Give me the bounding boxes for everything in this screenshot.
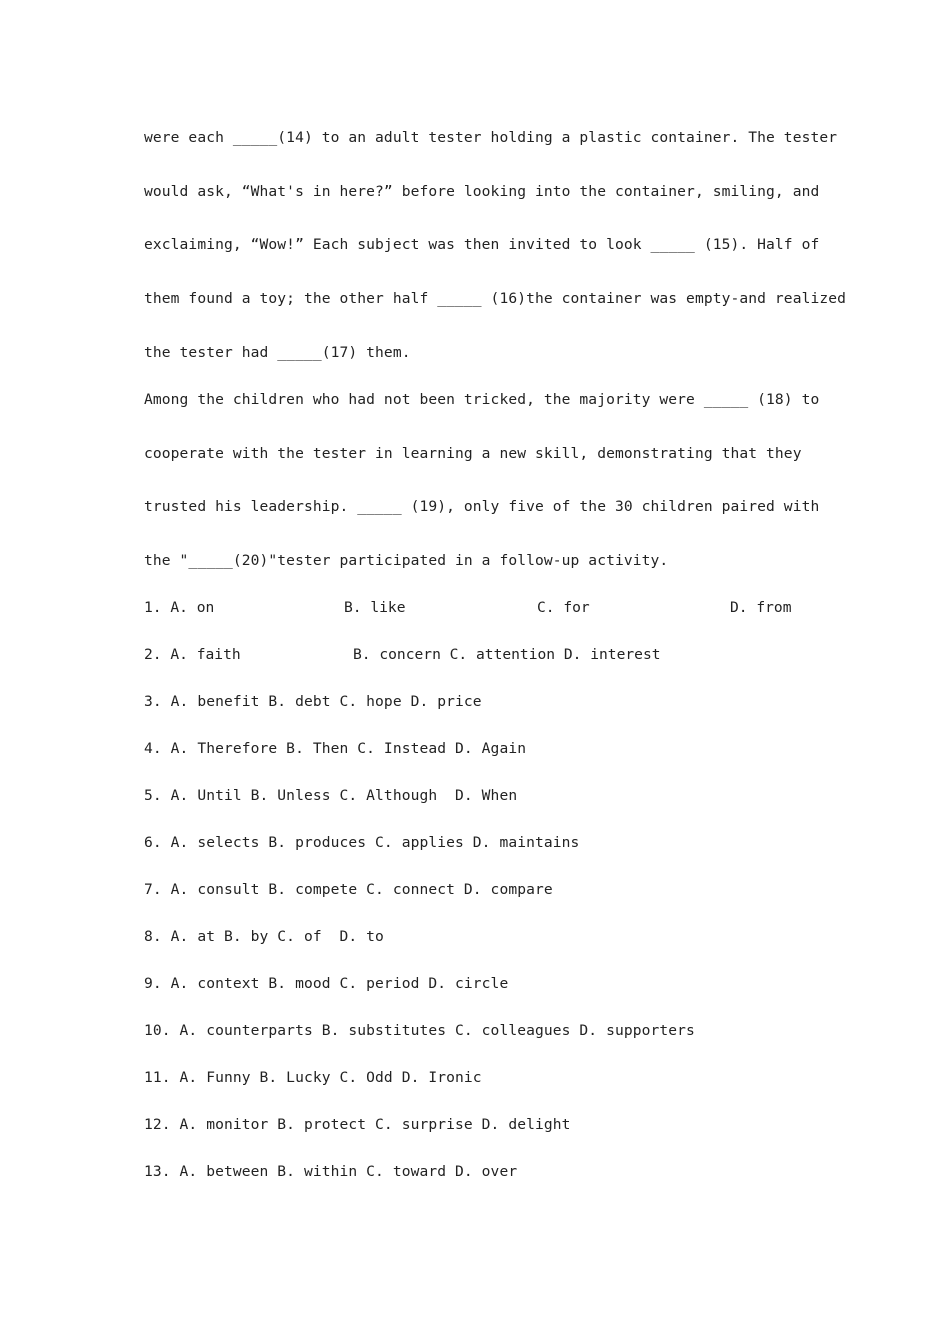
passage-line-6: Among the children who had not been tricked, the majority were _____ (18) to: [144, 391, 820, 408]
passage-line-3: exclaiming, “Wow!” Each subject was then invited to look _____ (15). Half of: [144, 236, 820, 253]
question-4: 4. A. Therefore B. Then C. Instead D. Again: [144, 740, 527, 757]
question-1-option-c: C. for: [537, 599, 590, 616]
question-6: 6. A. selects B. produces C. applies D. maintains: [144, 834, 580, 851]
question-2-option-a: 2. A. faith: [144, 646, 241, 663]
question-1-option-d: D. from: [730, 599, 792, 616]
question-11: 11. A. Funny B. Lucky C. Odd D. Ironic: [144, 1069, 482, 1086]
question-1-option-b: B. like: [344, 599, 406, 616]
passage-line-1: were each _____(14) to an adult tester holding a plastic container. The tester: [144, 129, 838, 146]
question-5: 5. A. Until B. Unless C. Although D. When: [144, 787, 518, 804]
question-2: [144, 645, 806, 665]
question-3: 3. A. benefit B. debt C. hope D. price: [144, 693, 482, 710]
question-2-options-rest: B. concern C. attention D. interest: [353, 646, 661, 663]
question-12: 12. A. monitor B. protect C. surprise D. delight: [144, 1116, 571, 1133]
passage-line-5: the tester had _____(17) them.: [144, 344, 411, 361]
passage-line-9: the "_____(20)"tester participated in a follow-up activity.: [144, 552, 669, 569]
passage-line-8: trusted his leadership. _____ (19), only five of the 30 children paired with: [144, 498, 820, 515]
question-1: [144, 598, 806, 618]
question-1-option-a: 1. A. on: [144, 599, 215, 616]
passage-line-7: cooperate with the tester in learning a new skill, demonstrating that they: [144, 445, 802, 462]
question-9: 9. A. context B. mood C. period D. circle: [144, 975, 509, 992]
question-10: 10. A. counterparts B. substitutes C. colleagues D. supporters: [144, 1022, 695, 1039]
passage-line-2: would ask, “What's in here?” before looking into the container, smiling, and: [144, 183, 820, 200]
question-13: 13. A. between B. within C. toward D. over: [144, 1163, 518, 1180]
question-7: 7. A. consult B. compete C. connect D. compare: [144, 881, 553, 898]
passage-line-4: them found a toy; the other half _____ (16)the container was empty-and realized: [144, 290, 847, 307]
question-8: 8. A. at B. by C. of D. to: [144, 928, 384, 945]
